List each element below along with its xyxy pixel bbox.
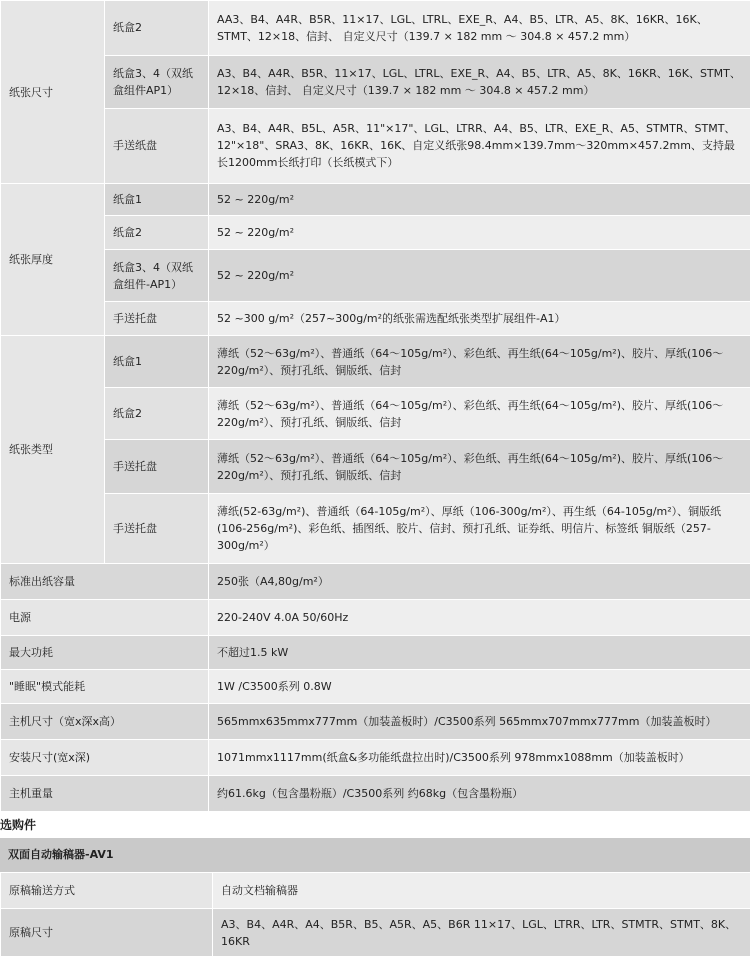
sub-label: 纸盒2: [105, 388, 209, 440]
cell-value: 1W /C3500系列 0.8W: [209, 670, 750, 704]
table-row: [1, 55, 750, 108]
table-row: [1, 776, 750, 812]
row-label: 主机重量: [1, 776, 209, 812]
table-row: [1, 704, 750, 740]
row-label: 原稿输送方式: [1, 873, 213, 909]
table-row: [1, 873, 750, 909]
cell-value: 52 ~ 220g/m²: [209, 216, 750, 250]
table-row: [1, 440, 750, 494]
table-row: [1, 1, 750, 56]
row-label: "睡眠"模式能耗: [1, 670, 209, 704]
sub-label: 手送托盘: [105, 302, 209, 336]
cell-value: 薄纸（52～63g/m²）、普通纸（64～105g/m²）、彩色纸、再生纸(64～105g/m²)、胶片、厚纸(106～220g/m²）、预打孔纸、铜版纸、信封: [209, 440, 750, 494]
sub-label: 手送纸盘: [105, 108, 209, 183]
sub-label: 纸盒3、4（双纸盒组件AP1）: [105, 55, 209, 108]
sub-label: 纸盒3、4（双纸盒组件-AP1）: [105, 250, 209, 302]
table-row: [1, 636, 750, 670]
cell-value: 52 ~300 g/m²（257~300g/m²的纸张需选配纸张类型扩展组件-A1）: [209, 302, 750, 336]
sub-label: 纸盒1: [105, 184, 209, 216]
table-row: [1, 740, 750, 776]
cell-value: A3、B4、A4R、A4、B5R、B5、A5R、A5、B6R 11×17、LGL、LTRR、LTR、STMTR、STMT、8K、16KR: [213, 909, 750, 957]
table-row: [1, 388, 750, 440]
cell-value: 薄纸（52～63g/m²）、普通纸（64～105g/m²）、彩色纸、再生纸(64～105g/m²)、胶片、厚纸(106～220g/m²）、预打孔纸、铜版纸、信封: [209, 336, 750, 388]
category-label: 纸张尺寸: [1, 1, 105, 184]
row-label: 原稿尺寸: [1, 909, 213, 957]
cell-value: A3、B4、A4R、B5L、A5R、11"×17"、LGL、LTRR、A4、B5、LTR、EXE_R、A5、STMTR、STMT、12"×18"、SRA3、8K、16KR、16K、自定义纸张98.4mm×139.7mm～320mm×457.2mm、支持最长1200mm长纸打印（长纸模式下）: [209, 108, 750, 183]
cell-value: 约61.6kg（包含墨粉瓶）/C3500系列 约68kg（包含墨粉瓶）: [209, 776, 750, 812]
cell-value: 220-240V 4.0A 50/60Hz: [209, 600, 750, 636]
sub-label: 手送托盘: [105, 494, 209, 564]
sub-label: 纸盒2: [105, 1, 209, 56]
cell-value: 薄纸（52～63g/m²）、普通纸（64～105g/m²）、彩色纸、再生纸(64～105g/m²)、胶片、厚纸(106～220g/m²）、预打孔纸、铜版纸、信封: [209, 388, 750, 440]
table-row: [1, 670, 750, 704]
table-row: [1, 564, 750, 600]
table-row: [1, 184, 750, 216]
table-row: [1, 336, 750, 388]
cell-value: A3、B4、A4R、B5R、11×17、LGL、LTRL、EXE_R、A4、B5、LTR、A5、8K、16KR、16K、STMT、12×18、信封、 自定义尺寸（139.7 × 182 mm ～ 304.8 × 457.2 mm）: [209, 55, 750, 108]
cell-value: 自动文档输稿器: [213, 873, 750, 909]
cell-value: 250张（A4,80g/m²）: [209, 564, 750, 600]
cell-value: 1071mmx1117mm(纸盒&多功能纸盘拉出时)/C3500系列 978mmx1088mm（加装盖板时）: [209, 740, 750, 776]
cell-value: 52 ~ 220g/m²: [209, 250, 750, 302]
options-table: [0, 872, 750, 957]
sub-label: 手送托盘: [105, 440, 209, 494]
cell-value: 不超过1.5 kW: [209, 636, 750, 670]
row-label: 安装尺寸(宽x深): [1, 740, 209, 776]
category-label: 纸张厚度: [1, 184, 105, 336]
product-bar: 双面自动输稿器-AV1: [0, 838, 750, 872]
sub-label: 纸盒2: [105, 216, 209, 250]
cell-value: AA3、B4、A4R、B5R、11×17、LGL、LTRL、EXE_R、A4、B5、LTR、A5、8K、16KR、16K、STMT、12×18、信封、 自定义尺寸（139.7 × 182 mm ～ 304.8 × 457.2 mm）: [209, 1, 750, 56]
table-row: [1, 250, 750, 302]
table-row: [1, 600, 750, 636]
category-label: 纸张类型: [1, 336, 105, 564]
row-label: 标准出纸容量: [1, 564, 209, 600]
cell-value: 52 ~ 220g/m²: [209, 184, 750, 216]
row-label: 主机尺寸（宽x深x高）: [1, 704, 209, 740]
table-row: [1, 909, 750, 957]
table-row: [1, 302, 750, 336]
table-row: [1, 108, 750, 183]
table-row: [1, 494, 750, 564]
cell-value: 薄纸(52-63g/m²)、普通纸（64-105g/m²）、厚纸（106-300g/m²）、再生纸（64-105g/m²）、铜版纸(106-256g/m²)、彩色纸、插图纸、胶片、信封、预打孔纸、证券纸、明信片、标签纸 铜版纸（257-300g/m²）: [209, 494, 750, 564]
cell-value: 565mmx635mmx777mm（加装盖板时）/C3500系列 565mmx707mmx777mm（加装盖板时）: [209, 704, 750, 740]
sub-label: 纸盒1: [105, 336, 209, 388]
options-section-title: 选购件: [0, 812, 750, 838]
table-row: [1, 216, 750, 250]
row-label: 电源: [1, 600, 209, 636]
row-label: 最大功耗: [1, 636, 209, 670]
